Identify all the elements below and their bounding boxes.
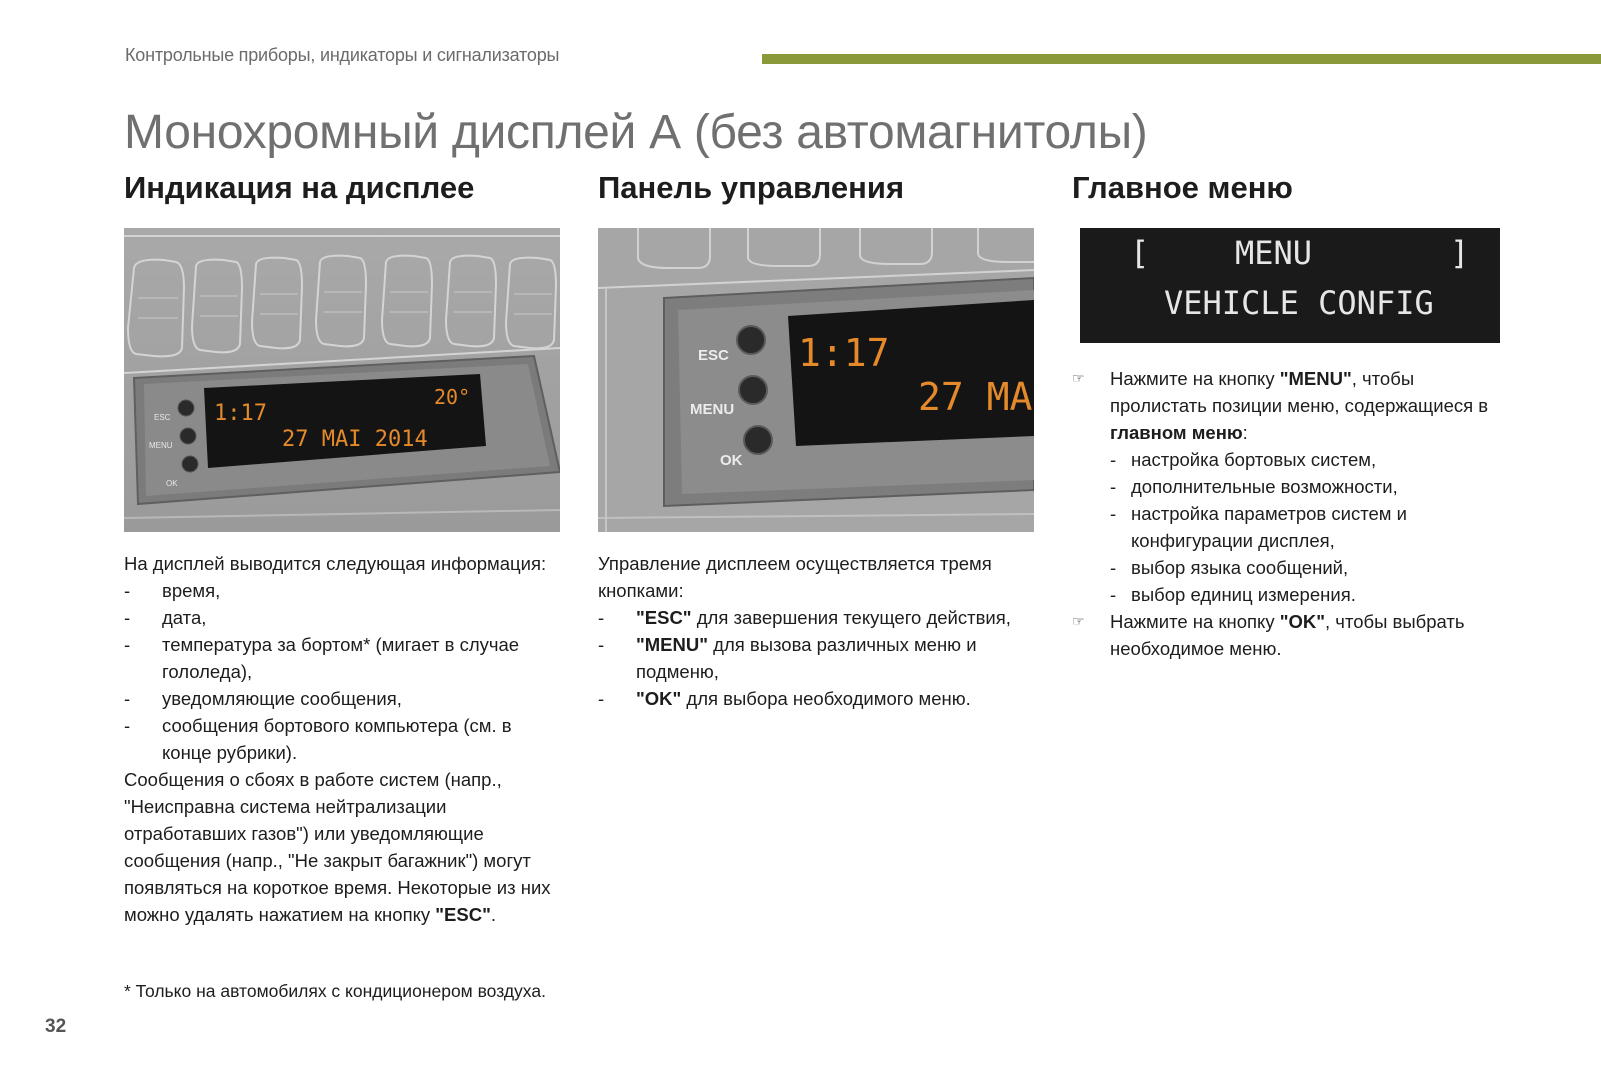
col2-intro: Управление дисплеем осуществляется тремя кнопками: bbox=[598, 553, 992, 601]
fig2-time: 1:17 bbox=[798, 331, 890, 375]
col3-subitem: - выбор единиц измерения. bbox=[1110, 584, 1356, 605]
col3-subitem: - выбор языка сообщений, bbox=[1110, 557, 1349, 578]
fig1-date: 27 MAI 2014 bbox=[282, 427, 428, 452]
col1-item: - время, bbox=[124, 580, 221, 601]
page-number: 32 bbox=[45, 1016, 67, 1037]
page-title: Монохромный дисплей А (без автомагнитолы) bbox=[124, 106, 1148, 159]
fig1-menu-button bbox=[180, 428, 196, 444]
menu-bracket-left: [ bbox=[1130, 234, 1150, 272]
fig2-date: 27 MA bbox=[918, 375, 1033, 419]
col3-subitem: - настройка бортовых систем, bbox=[1110, 449, 1377, 470]
figure-main-menu bbox=[1080, 228, 1500, 343]
running-header: Контрольные приборы, индикаторы и сигнализаторы bbox=[125, 45, 560, 65]
fig1-ok-button bbox=[182, 456, 198, 472]
col2-item: - "ESC" для завершения текущего действия, bbox=[598, 607, 1011, 628]
col2-item: - "MENU" для вызова различных меню и подменю, bbox=[598, 634, 977, 682]
fig1-esc-label: ESC bbox=[154, 413, 171, 422]
col3-bullet: ☞ Нажмите на кнопку "OK", чтобы выбрать необходимое меню. bbox=[1072, 608, 1492, 662]
fig1-time: 1:17 bbox=[214, 401, 267, 426]
heading-main-menu: Главное меню bbox=[1072, 170, 1293, 205]
col2-text bbox=[598, 550, 1038, 712]
fig2-ok-label: OK bbox=[720, 452, 743, 469]
menu-bracket-right: ] bbox=[1450, 234, 1470, 272]
pointing-hand-icon: ☞ bbox=[1072, 370, 1085, 386]
menu-title: MENU bbox=[1235, 234, 1313, 272]
pointing-hand-icon: ☞ bbox=[1072, 613, 1085, 629]
col1-item: - температура за бортом* (мигает в случае гололеда), bbox=[124, 634, 520, 682]
col3-bullet: ☞ Нажмите на кнопку "MENU", чтобы пролистать позиции меню, содержащиеся в главном меню: bbox=[1072, 365, 1492, 446]
col1-paragraph: Сообщения о сбоях в работе систем (напр., "Неисправна система нейтрализации отработавших газов") или уведомляющие сообщения (напр., "Не закрыт багажник") могут появляться на короткое время. Некоторые из них можно удалять нажатием на кнопку "ESC". bbox=[124, 769, 551, 925]
heading-display-indication: Индикация на дисплее bbox=[124, 170, 475, 205]
col1-text bbox=[124, 550, 564, 928]
col1-item: - уведомляющие сообщения, bbox=[124, 688, 402, 709]
fig2-esc-label: ESC bbox=[698, 347, 729, 364]
menu-line2: VEHICLE CONFIG bbox=[1164, 284, 1434, 322]
col1-intro: На дисплей выводится следующая информация: bbox=[124, 553, 547, 574]
header-accent-bar bbox=[762, 54, 1601, 64]
footnote: * Только на автомобилях с кондиционером воздуха. bbox=[124, 981, 546, 1001]
fig2-menu-label: MENU bbox=[690, 401, 735, 418]
col3-subitem: - дополнительные возможности, bbox=[1110, 476, 1398, 497]
fig1-menu-label: MENU bbox=[149, 441, 173, 450]
col2-item: - "OK" для выбора необходимого меню. bbox=[598, 688, 971, 709]
col3-text bbox=[1072, 365, 1492, 662]
fig1-ok-label: OK bbox=[166, 479, 178, 488]
col1-item: - дата, bbox=[124, 607, 207, 628]
figure-display-indication bbox=[124, 228, 560, 532]
fig2-esc-button bbox=[737, 326, 765, 354]
fig1-temp: 20° bbox=[434, 385, 471, 409]
fig1-esc-button bbox=[178, 400, 194, 416]
heading-control-panel: Панель управления bbox=[598, 170, 905, 205]
fig2-menu-button bbox=[739, 376, 767, 404]
col1-item: - сообщения бортового компьютера (см. в конце рубрики). bbox=[124, 715, 512, 763]
col3-subitem: - настройка параметров систем и конфигурации дисплея, bbox=[1110, 503, 1407, 551]
figure-control-panel bbox=[598, 228, 1034, 532]
fig2-ok-button bbox=[744, 426, 772, 454]
